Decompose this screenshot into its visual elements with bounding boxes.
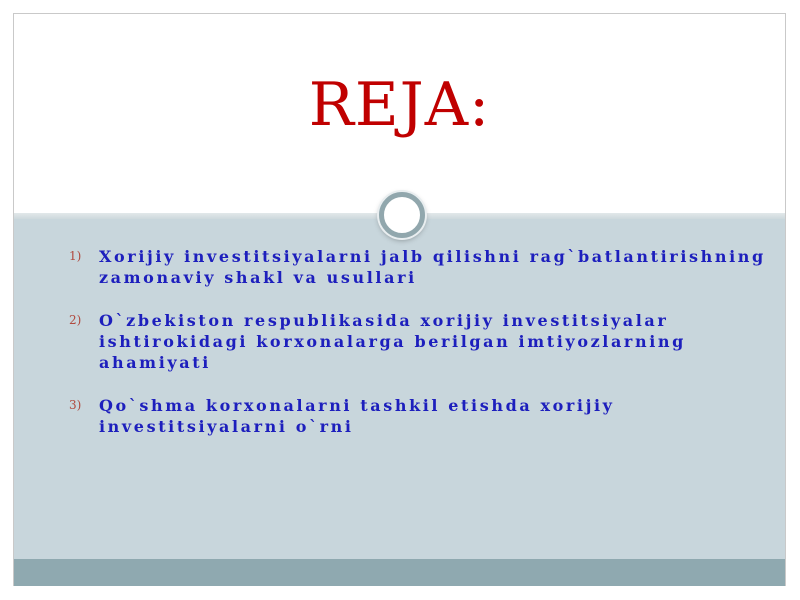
- list-item: [69, 246, 769, 288]
- list-item-text: Xorijiy investitsiyalarni jalb qilishni rag`batlantirishning zamonaviy shakl va usullari: [99, 247, 766, 287]
- slide-title: REJA:: [308, 70, 491, 140]
- list-item-text: Qo`shma korxonalarni tashkil etishda xorijiy investitsiyalarni o`rni: [99, 396, 615, 436]
- title-area: [14, 14, 785, 213]
- list-item-number: 2): [69, 313, 82, 327]
- list-item-number: 3): [69, 398, 82, 412]
- list-item: [69, 395, 769, 437]
- list-item-text: O`zbekiston respublikasida xorijiy investitsiyalar ishtirokidagi korxonalarga berilgan imtiyozlarning ahamiyati: [99, 311, 686, 372]
- circle-ornament-icon: [379, 192, 425, 238]
- slide: [13, 13, 786, 586]
- list-item-number: 1): [69, 249, 82, 263]
- footer-band: [14, 559, 785, 586]
- list-item: [69, 310, 769, 373]
- outline-list: [69, 246, 769, 459]
